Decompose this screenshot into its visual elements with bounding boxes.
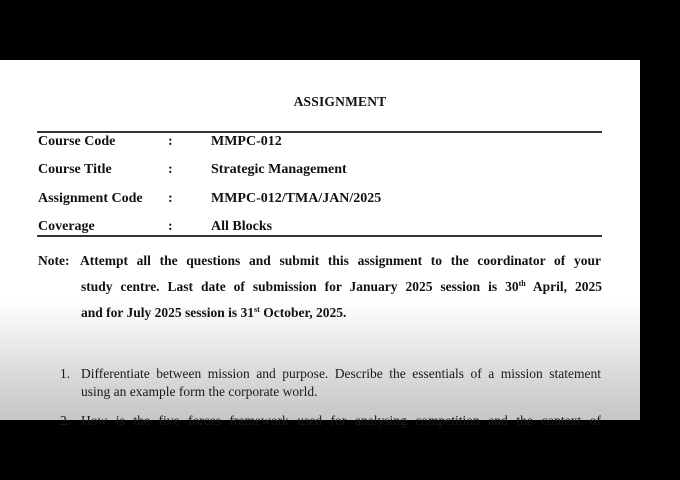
- top-rule: [37, 131, 602, 133]
- assignment-page: [0, 60, 640, 428]
- note-label: Note:: [38, 253, 70, 268]
- meta-separator: :: [168, 219, 173, 234]
- meta-separator: :: [168, 134, 173, 149]
- note-text: study centre. Last date of submission for January 2025 session is 30: [81, 279, 519, 294]
- note-text: and for July 2025 session is 31: [81, 305, 255, 320]
- ordinal-suffix: th: [518, 279, 526, 288]
- question-number: 2.: [60, 413, 71, 428]
- question-number: 1.: [60, 366, 71, 381]
- meta-label: Course Code: [38, 134, 116, 149]
- meta-separator: :: [168, 162, 173, 177]
- question-line: How is the five forces framework used for analysing competition and the context of: [81, 413, 601, 428]
- meta-value: MMPC-012: [211, 134, 282, 149]
- question-text: [81, 365, 601, 401]
- meta-separator: :: [168, 191, 173, 206]
- question-line: Differentiate between mission and purpose. Describe the essentials of a mission statement: [81, 366, 601, 381]
- meta-label: Course Title: [38, 162, 112, 177]
- meta-value: All Blocks: [211, 219, 273, 234]
- note-line-2: [81, 274, 602, 300]
- note-text: April, 2025: [525, 279, 602, 294]
- note-line-1: Attempt all the questions and submit this assignment to the coordinator of your: [80, 253, 601, 268]
- bottom-rule: [37, 235, 602, 237]
- meta-value: MMPC-012/TMA/JAN/2025: [211, 191, 382, 206]
- note-text: October, 2025.: [259, 305, 347, 320]
- meta-label: Assignment Code: [38, 191, 143, 206]
- question-line: using an example form the corporate world.: [81, 384, 318, 399]
- page-title: ASSIGNMENT: [293, 94, 387, 109]
- question-text: [81, 412, 601, 430]
- meta-label: Coverage: [38, 219, 95, 234]
- ordinal-suffix: st: [254, 305, 260, 314]
- note-line-3: [81, 300, 346, 326]
- meta-value: Strategic Management: [211, 162, 347, 177]
